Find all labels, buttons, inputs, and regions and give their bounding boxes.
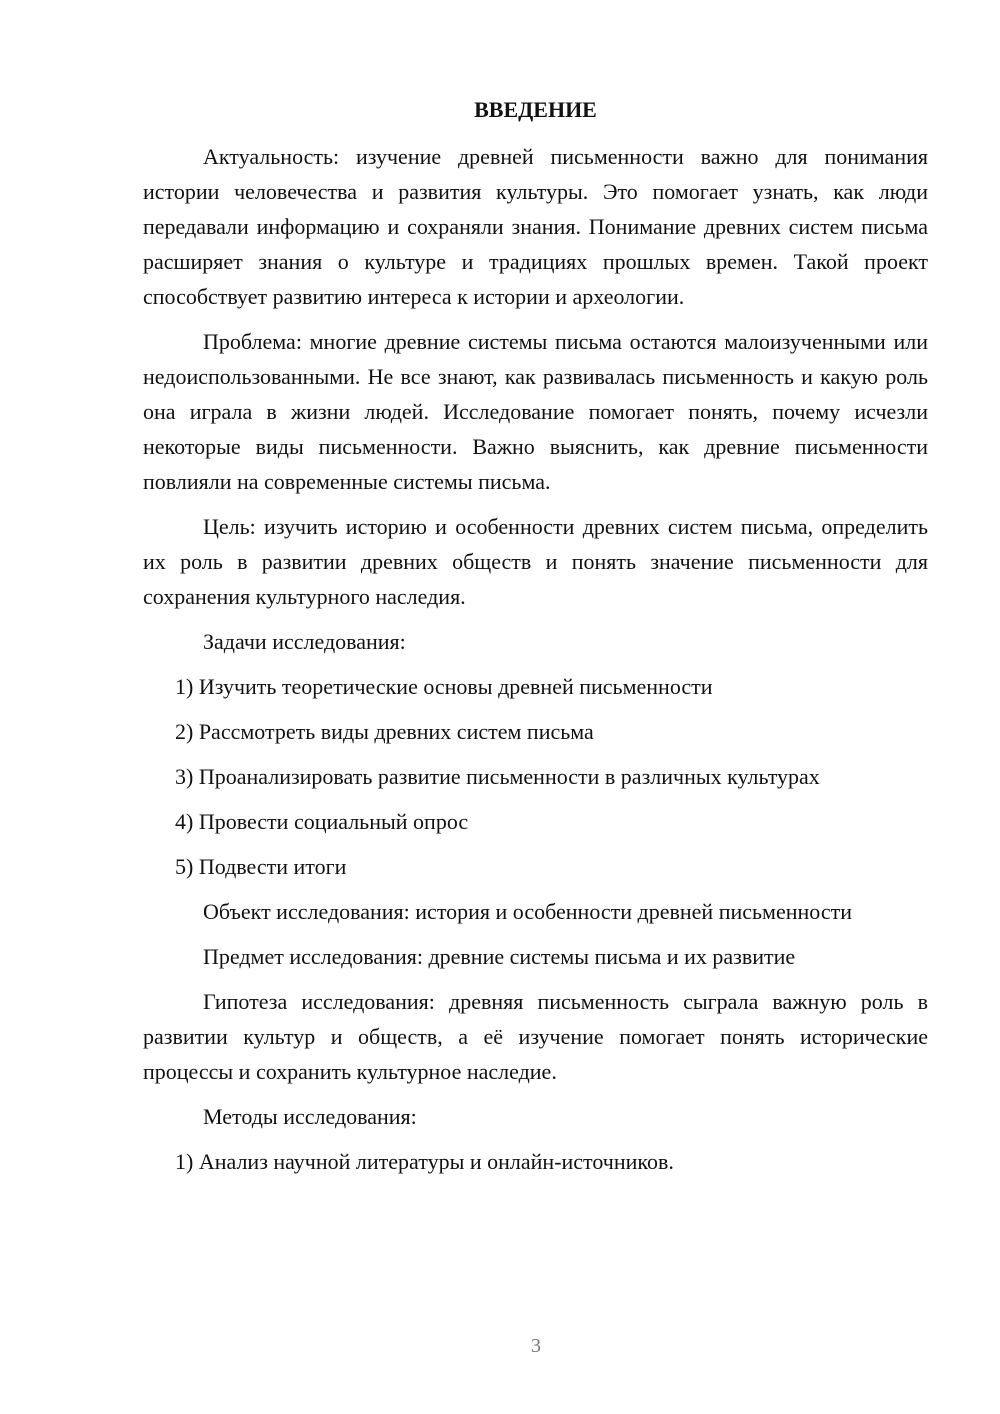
object-paragraph: Объект исследования: история и особенности древней письменности	[203, 899, 852, 924]
tasks-heading: Задачи исследования:	[203, 629, 406, 654]
problem-paragraph: Проблема: многие древние системы письма остаются малоизученными или недоиспользованными. Не все знают, как развивалась письменность и какую роль она играла в жизни людей. Исследование помогает понять, почему исчезли некоторые виды письменности. Важно выяснить, как древние письменности повлияли на современные системы письма.	[143, 329, 928, 494]
task-item-1: 1) Изучить теоретические основы древней письменности	[175, 674, 713, 699]
page-number: 3	[531, 1335, 541, 1357]
methods-heading: Методы исследования:	[203, 1104, 417, 1129]
method-item-1: 1) Анализ научной литературы и онлайн-источников.	[175, 1149, 674, 1174]
goal-paragraph: Цель: изучить историю и особенности древних систем письма, определить их роль в развитии древних обществ и понять значение письменности для сохранения культурного наследия.	[143, 514, 928, 609]
page-title: ВВЕДЕНИЕ	[474, 97, 597, 122]
hypothesis-paragraph: Гипотеза исследования: древняя письменность сыграла важную роль в развитии культур и обществ, а её изучение помогает понять исторические процессы и сохранить культурное наследие.	[143, 989, 928, 1084]
task-item-2: 2) Рассмотреть виды древних систем письма	[175, 719, 594, 744]
subject-paragraph: Предмет исследования: древние системы письма и их развитие	[203, 944, 796, 969]
task-item-3: 3) Проанализировать развитие письменности в различных культурах	[175, 764, 820, 789]
relevance-paragraph: Актуальность: изучение древней письменности важно для понимания истории человечества и развития культуры. Это помогает узнать, как люди передавали информацию и сохраняли знания. Понимание древних систем письма расширяет знания о культуре и традициях прошлых времен. Такой проект способствует развитию интереса к истории и археологии.	[143, 144, 928, 309]
task-item-5: 5) Подвести итоги	[175, 854, 347, 879]
task-item-4: 4) Провести социальный опрос	[175, 809, 469, 834]
page-content	[143, 92, 928, 1189]
